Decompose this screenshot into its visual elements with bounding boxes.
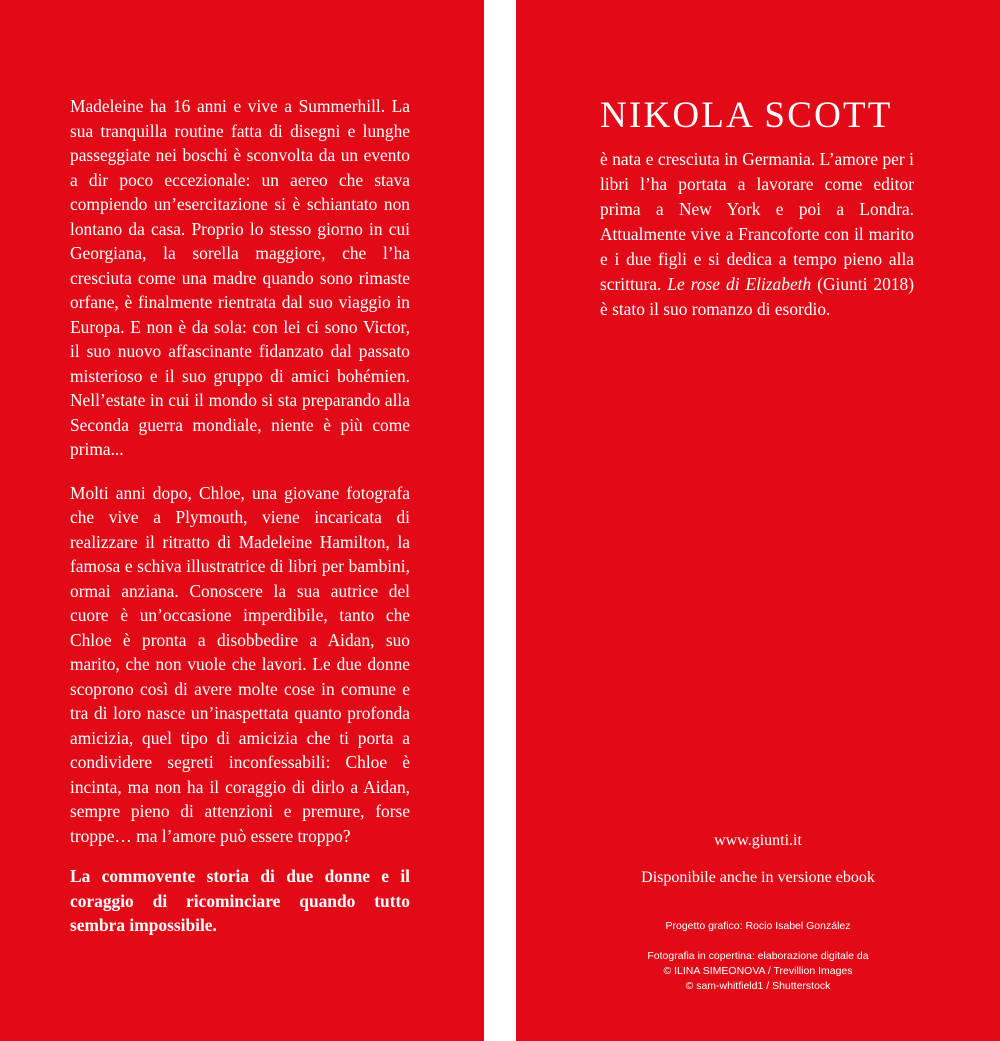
tagline: La commovente storia di due donne e il coraggio di ricominciare quando tutto sembra impossibile. [70, 866, 410, 935]
bio-text-end: (Giunti 2018) è stato il suo romanzo di esordio. [600, 274, 914, 319]
author-bio [600, 147, 914, 322]
photo-credit-line-2: © ILINA SIMEONOVA / Trevillion Images [663, 965, 853, 977]
bio-text: è nata e cresciuta in Germania. L’amore per i libri l’ha portata a lavorare come editor prima a New York e poi a Londra. Attualmente vive a Francoforte con il marito e i due figli e si dedica a tempo pieno alla scrittura. [600, 149, 914, 294]
author-name: NIKOLA SCOTT [600, 95, 893, 136]
design-credit [516, 919, 1000, 934]
book-title: Le rose di Elizabeth [667, 274, 812, 294]
back-cover-left-panel [0, 0, 484, 1041]
synopsis-paragraph-2: Molti anni dopo, Chloe, una giovane fotografa che vive a Plymouth, viene incaricata di realizzare il ritratto di Madeleine Hamilton, la famosa e schiva illustratrice di libri per bambini, ormai anziana. Conoscere la sua autrice del cuore è un’occasione imperdibile, tanto che Chloe è pronta a disobbedire a Aidan, suo marito, che non vuole che lavori. Le due donne scoprono così di avere molte cose in comune e tra di loro nasce un’inaspettata quanto profonda amicizia, quel tipo di amicizia che ti porta a condividere segreti inconfessabili: Chloe è incinta, ma non ha il coraggio di dirlo a Aidan, sempre pieno di attenzioni e premure, forse troppe… ma l’amore può essere troppo? [70, 482, 410, 846]
photo-credit [516, 949, 1000, 994]
publisher-website[interactable]: www.giunti.it [714, 832, 802, 849]
ebook-note: Disponibile anche in versione ebook [641, 869, 875, 886]
design-credit-text: Progetto grafico: Rocio Isabel González [665, 920, 851, 932]
synopsis [70, 94, 410, 938]
synopsis-paragraph-1: Madeleine ha 16 anni e vive a Summerhill. La sua tranquilla routine fatta di disegni e lunghe passeggiate nei boschi è sconvolta da un evento a dir poco eccezionale: un aereo che stava compiendo un’esercitazione si è schiantato non lontano da casa. Proprio lo stesso giorno in cui Georgiana, la sorella maggiore, che l’ha cresciuta come una madre quando sono rimaste orfane, è finalmente rientrata dal suo viaggio in Europa. E non è da sola: con lei ci sono Victor, il suo nuovo affascinante fidanzato dal passato misterioso e il suo gruppo di amici bohémien. Nell’estate in cui il mondo si sta preparando alla Seconda guerra mondiale, niente è più come prima... [70, 96, 410, 459]
back-cover-right-panel [516, 0, 1000, 1041]
photo-credit-line-3: © sam-whitfield1 / Shutterstock [685, 980, 831, 992]
photo-credit-line-1: Fotografia in copertina: elaborazione digitale da [647, 950, 869, 962]
